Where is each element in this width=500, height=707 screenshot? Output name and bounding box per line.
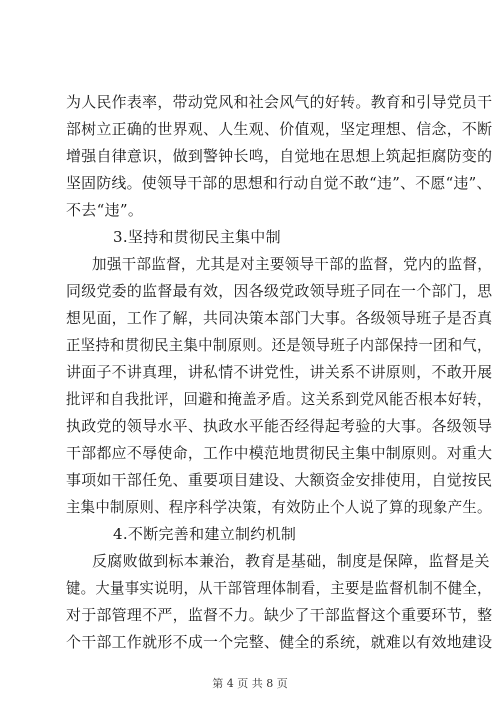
paragraph-line: 反腐败做到标本兼治，教育是基础，制度是保障，监督是关 [92,552,490,570]
paragraph-line: 干部都应不辱使命，工作中模范地贯彻民主集中制原则。对重大 [66,444,493,462]
paragraph-line: 事项如干部任免、重要项目建设、大额资金安排使用，自觉按民 [66,471,493,489]
body-line: 为人民作表率，带动党风和社会风气的好转。教育和引导党员干 [66,93,493,111]
section-heading-3: 3.坚持和贯彻民主集中制 [113,228,281,246]
body-line: 部树立正确的世界观、人生观、价值观，坚定理想、信念，不断 [66,120,493,138]
paragraph-line: 对于部管理不严，监督不力。缺少了干部监督这个重要环节，整 [66,606,493,624]
paragraph-line: 加强干部监督，尤其是对主要领导干部的监督，党内的监督， [92,255,493,273]
paragraph-line: 执政党的领导水平、执政水平能否经得起考验的大事。各级领导 [66,417,493,435]
paragraph-line: 想见面，工作了解，共同决策本部门大事。各级领导班子是否真 [66,309,493,327]
paragraph-line: 批评和自我批评，回避和掩盖矛盾。这关系到党风能否根本好转， [66,390,492,408]
paragraph-line: 同级党委的监督最有效，因各级党政领导班子同在一个部门，思 [66,282,493,300]
paragraph-line: 主集中制原则、程序科学决策，有效防止个人说了算的现象产生。 [66,498,492,516]
paragraph-line: 讲面子不讲真理，讲私情不讲党性，讲关系不讲原则，不敢开展 [66,363,493,381]
paragraph-line: 个干部工作就形不成一个完整、健全的系统，就难以有效地建设 [66,633,493,651]
page-number-footer: 第 4 页 共 8 页 [212,677,288,690]
paragraph-line: 键。大量事实说明，从干部管理体制看，主要是监督机制不健全， [66,579,492,597]
body-line: 不去“违”。 [66,201,144,219]
body-line: 坚固防线。使领导干部的思想和行动自觉不敢“违”、不愿“违”、 [66,174,492,192]
paragraph-line: 正坚持和贯彻民主集中制原则。还是领导班子内部保持一团和气， [66,336,492,354]
body-line: 增强自律意识，做到警钟长鸣，自觉地在思想上筑起拒腐防变的 [66,147,493,165]
section-heading-4: 4.不断完善和建立制约机制 [113,525,297,543]
